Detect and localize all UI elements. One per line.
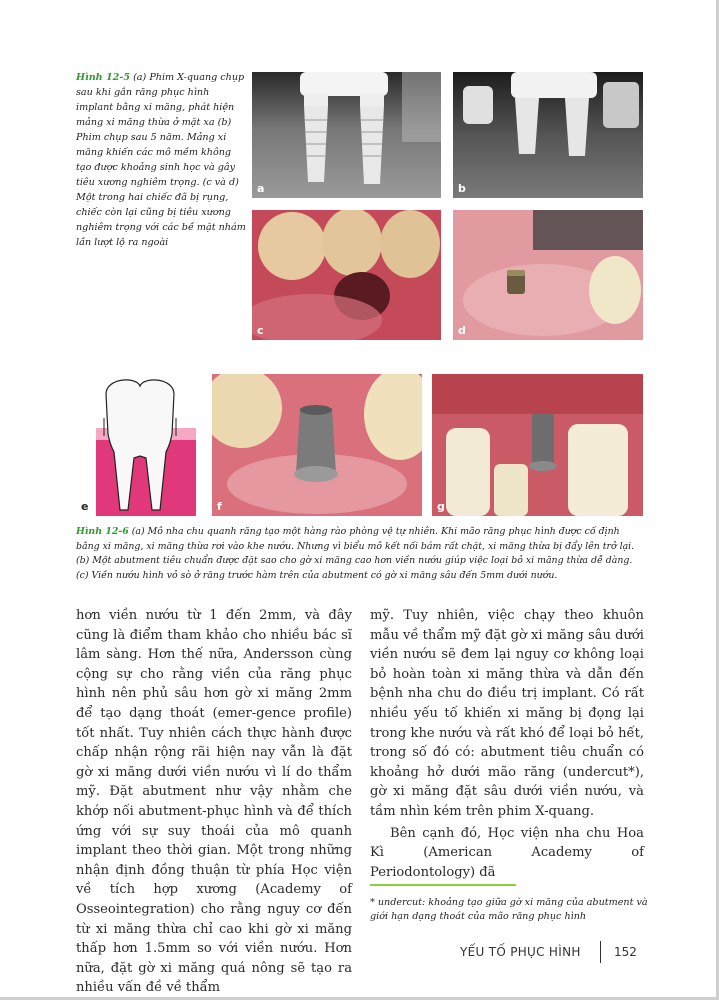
panel-letter-g: g <box>437 500 445 513</box>
body-paragraph-2: mỹ. Tuy nhiên, việc chạy theo khuôn mẫu về thẩm mỹ đặt gờ xi măng sâu dưới viền nướu sẽ đem lại nguy cơ không loại bỏ hoàn toàn xi măng thừa và dẫn đến bệnh nha chu do điều trị implant. Có rất nhiều yếu tố khiến xi măng bị đọng lại trong khe nướu và rất khó để loại bỏ hết, trong số đó có: abutment tiêu chuẩn có khoảng hở dưới mão răng (undercut*), gờ xi măng đặt sâu dưới viền nướu, và tầm nhìn kém trên phim X-quang. <box>370 608 644 819</box>
body-column-right <box>370 606 644 882</box>
xray-image-b <box>453 72 643 198</box>
panel-letter-a: a <box>257 182 265 195</box>
clinical-c-drawing <box>252 210 441 340</box>
tooth-e-drawing <box>76 374 202 516</box>
clinical-g-drawing <box>432 374 643 516</box>
figure-12-6-label: Hình 12-6 <box>76 526 129 537</box>
xray-a-drawing <box>252 72 441 198</box>
clinical-photo-d <box>453 210 643 340</box>
figure-12-6-caption <box>76 525 646 583</box>
figure-12-5-caption <box>76 70 248 250</box>
panel-letter-d: d <box>458 324 466 337</box>
body-column-left <box>76 606 352 998</box>
figure-12-6-caption-text: (a) Mô nha chu quanh răng tạo một hàng rào phòng vệ tự nhiên. Khi mão răng phục hình được cố định bằng xi măng, xi măng thừa rơi vào khe nướu. Nhưng vì biểu mô kết nối bám rất chặt, xi măng thừa bị đẩy lên trở lại. (b) Một abutment tiêu chuẩn được đặt sao cho gờ xi măng cao hơn viền nướu giúp việc loại bỏ xi măng thừa dễ dàng. (c) Viền nướu hình vỏ sò ở răng trước hàm trên của abutment có gờ xi măng sâu đến 5mm dưới nướu. <box>76 526 635 581</box>
page-number: 152 <box>614 945 637 959</box>
panel-letter-c: c <box>257 324 264 337</box>
panel-letter-e: e <box>81 500 89 513</box>
panel-letter-b: b <box>458 182 466 195</box>
xray-b-drawing <box>453 72 643 198</box>
footnote: * undercut: khoảng tạo giữa gờ xi măng của abutment và giới hạn dạng thoát của mão răng phục hình <box>370 897 648 922</box>
clinical-f-drawing <box>212 374 422 516</box>
tooth-diagram-e <box>76 374 202 516</box>
body-paragraph-1: hơn viền nướu từ 1 đến 2mm, và đây cũng là điểm tham khảo cho nhiều bác sĩ lâm sàng. Hơn thế nữa, Andersson cùng cộng sự cho rằng viền của răng phục hình nên phủ sâu hơn gờ xi măng 2mm để tạo dạng thoát (emer-gence profile) tốt nhất. Tuy nhiên cách thực hành được chấp nhận rộng rãi hiện nay vẫn là đặt gờ xi măng dưới viền nướu vì lí do thẩm mỹ. Đặt abutment như vậy nhằm che khớp nối abutment-phục hình và để thích ứng với sự suy thoái của mô quanh implant theo thời gian. Một trong những nhận định đồng thuận từ phía Học viện về tích hợp xương (Academy of Osseointegration) cho rằng nguy cơ đến từ xi măng thừa chỉ cao khi gờ xi măng thấp hơn 1.5mm so với viền nướu. Hơn nữa, đặt gờ xi măng quá nông sẽ tạo ra nhiều vấn đề về thẩm <box>76 608 352 996</box>
figure-12-5-caption-text: (a) Phim X-quang chụp sau khi gắn răng phục hình implant bằng xi măng, phát hiện mảng xi măng thừa ở mặt xa (b) Phim chụp sau 5 năm. Mảng xi măng khiến các mô mềm không tạo được khoảng sinh học và gây tiêu xương nghiêm trọng. (c và d) Một trong hai chiếc đã bị rụng, chiếc còn lại cũng bị tiêu xương nghiêm trọng với các bề mặt nhám lần lượt lộ ra ngoài <box>76 72 246 248</box>
clinical-photo-f <box>212 374 422 516</box>
body-paragraph-3: Bên cạnh đó, Học viện nha chu Hoa Kì (American Academy of Periodontology) đã <box>370 825 644 880</box>
xray-image-a <box>252 72 441 198</box>
running-title: YẾU TỐ PHỤC HÌNH <box>460 945 581 959</box>
footnote-divider <box>370 884 516 886</box>
figure-12-5-label: Hình 12-5 <box>76 72 131 83</box>
footer-separator <box>600 941 601 963</box>
clinical-photo-c <box>252 210 441 340</box>
clinical-photo-g <box>432 374 643 516</box>
clinical-d-drawing <box>453 210 643 340</box>
panel-letter-f: f <box>217 500 222 513</box>
